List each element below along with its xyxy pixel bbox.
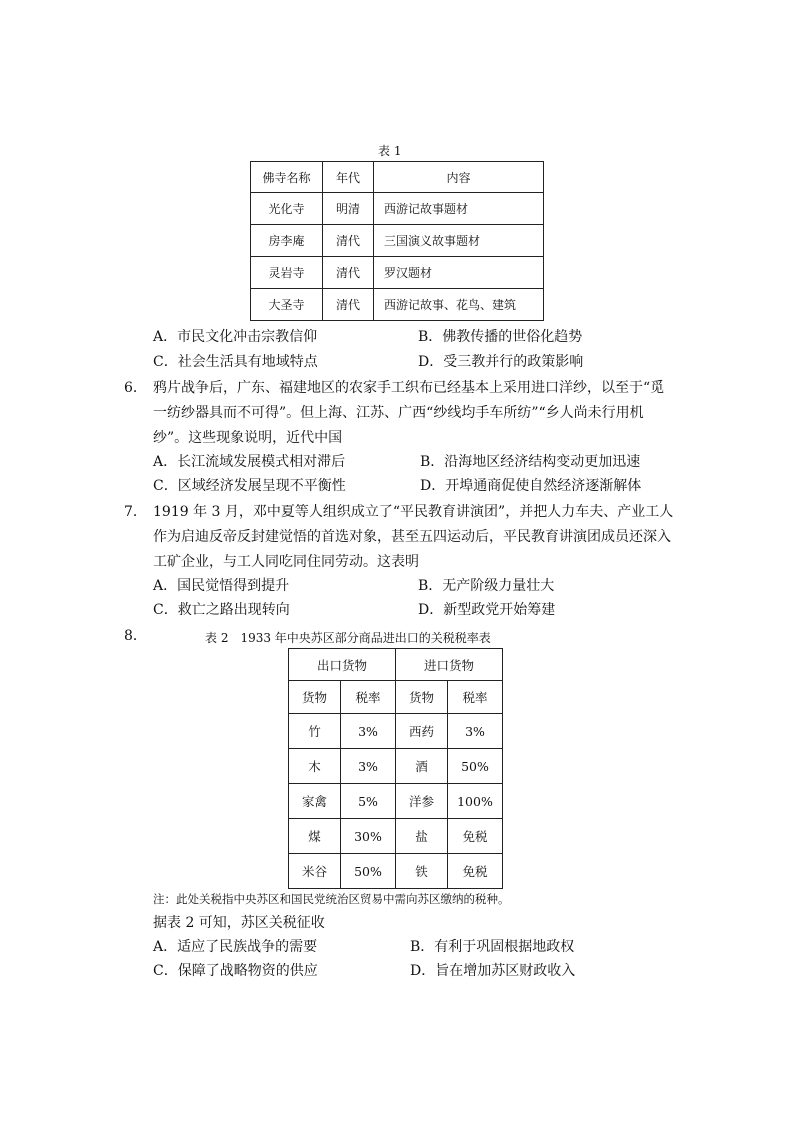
table2-sub-header: 货物 [289,681,341,714]
q8-option-d: D．旨在增加苏区财政收入 [410,963,576,979]
table1-header: 内容 [374,162,544,193]
q5-option-b: B．佛教传播的世俗化趋势 [418,329,583,345]
q6-stem-line: 鸦片战争后，广东、福建地区的农家手工织布已经基本上采用进口洋纱，以至于“觅 [153,380,665,396]
table2 [288,648,503,889]
table2-sub-header-row [289,681,503,714]
table-row [251,289,544,321]
table-cell: 罗汉题材 [374,257,544,289]
table-cell: 50% [447,749,502,784]
table-cell: 房李庵 [251,225,323,257]
table-cell: 洋参 [396,784,448,819]
table-row [289,714,503,749]
table1-header: 佛寺名称 [251,162,323,193]
table-row [289,854,503,889]
q5-option-d: D．受三教并行的政策影响 [418,354,584,370]
q5-option-a: A．市民文化冲击宗教信仰 [153,329,318,345]
table-cell: 竹 [289,714,341,749]
table-cell: 3% [340,714,395,749]
table-cell: 家禽 [289,784,341,819]
q7-option-b: B．无产阶级力量壮大 [418,578,555,594]
table-cell: 灵岩寺 [251,257,323,289]
q8-number: 8． [124,628,147,644]
table-cell: 三国演义故事题材 [374,225,544,257]
q8-option-c: C．保障了战略物资的供应 [153,963,318,979]
q6-stem-line: 纱”。这些现象说明，近代中国 [153,430,343,446]
table-cell: 西游记故事题材 [374,193,544,225]
q6-option-b: B．沿海地区经济结构变动更加迅速 [420,454,641,470]
table-cell: 米谷 [289,854,341,889]
q5-option-c: C．社会生活具有地域特点 [153,354,318,370]
table2-sub-header: 货物 [396,681,448,714]
table-cell: 西药 [396,714,448,749]
table-cell: 3% [340,749,395,784]
q6-option-d: D．开埠通商促使自然经济逐渐解体 [420,478,642,494]
table2-note: 注：此处关税指中央苏区和国民党统治区贸易中需向苏区缴纳的税种。 [153,892,510,906]
q6-stem-line: 一纺纱器具而不可得”。但上海、江苏、广西“纱线均手车所纺”“乡人尚未行用机 [153,405,644,421]
table2-group-header: 出口货物 [289,649,396,681]
q7-stem-line: 工矿企业，与工人同吃同住同劳动。这表明 [153,554,419,570]
table2-group-header-row [289,649,503,681]
q7-option-c: C．救亡之路出现转向 [153,602,290,618]
table-cell: 免税 [447,819,502,854]
table-cell: 5% [340,784,395,819]
table-row [289,784,503,819]
table2-group-header: 进口货物 [396,649,503,681]
table-cell: 光化寺 [251,193,323,225]
table-cell: 免税 [447,854,502,889]
table-row [251,193,544,225]
q7-number: 7． [124,504,147,520]
table-cell: 木 [289,749,341,784]
table-cell: 100% [447,784,502,819]
q8-stem: 据表 2 可知，苏区关税征收 [153,915,325,931]
table-row [289,749,503,784]
table-cell: 煤 [289,819,341,854]
table2-sub-header: 税率 [447,681,502,714]
table1 [250,161,544,321]
table-cell: 大圣寺 [251,289,323,321]
table-row [251,257,544,289]
q8-option-b: B．有利于巩固根据地政权 [410,939,575,955]
q8-option-a: A．适应了民族战争的需要 [153,939,318,955]
q6-option-a: A．长江流域发展模式相对滞后 [153,454,346,470]
table-cell: 30% [340,819,395,854]
table-cell: 清代 [323,225,374,257]
q6-option-c: C．区域经济发展呈现不平衡性 [153,478,346,494]
table-row [289,819,503,854]
table-cell: 明清 [323,193,374,225]
q7-stem-line: 作为启迪反帝反封建觉悟的首选对象，甚至五四运动后，平民教育讲演团成员还深入 [153,529,671,545]
table-cell: 3% [447,714,502,749]
table-cell: 酒 [396,749,448,784]
table1-caption: 表 1 [378,144,402,158]
table-cell: 清代 [323,257,374,289]
table-cell: 铁 [396,854,448,889]
table1-header-row [251,162,544,193]
table2-sub-header: 税率 [340,681,395,714]
q7-stem-line: 1919 年 3 月，邓中夏等人组织成立了“平民教育讲演团”，并把人力车夫、产业工人 [153,504,674,520]
table-cell: 西游记故事、花鸟、建筑 [374,289,544,321]
table-cell: 清代 [323,289,374,321]
q6-number: 6． [124,380,147,396]
q7-option-a: A．国民觉悟得到提升 [153,578,290,594]
table2-caption: 表 2 1933 年中央苏区部分商品进出口的关税税率表 [205,631,491,645]
table-cell: 50% [340,854,395,889]
table-row [251,225,544,257]
table-cell: 盐 [396,819,448,854]
q7-option-d: D．新型政党开始筹建 [418,602,556,618]
table1-header: 年代 [323,162,374,193]
